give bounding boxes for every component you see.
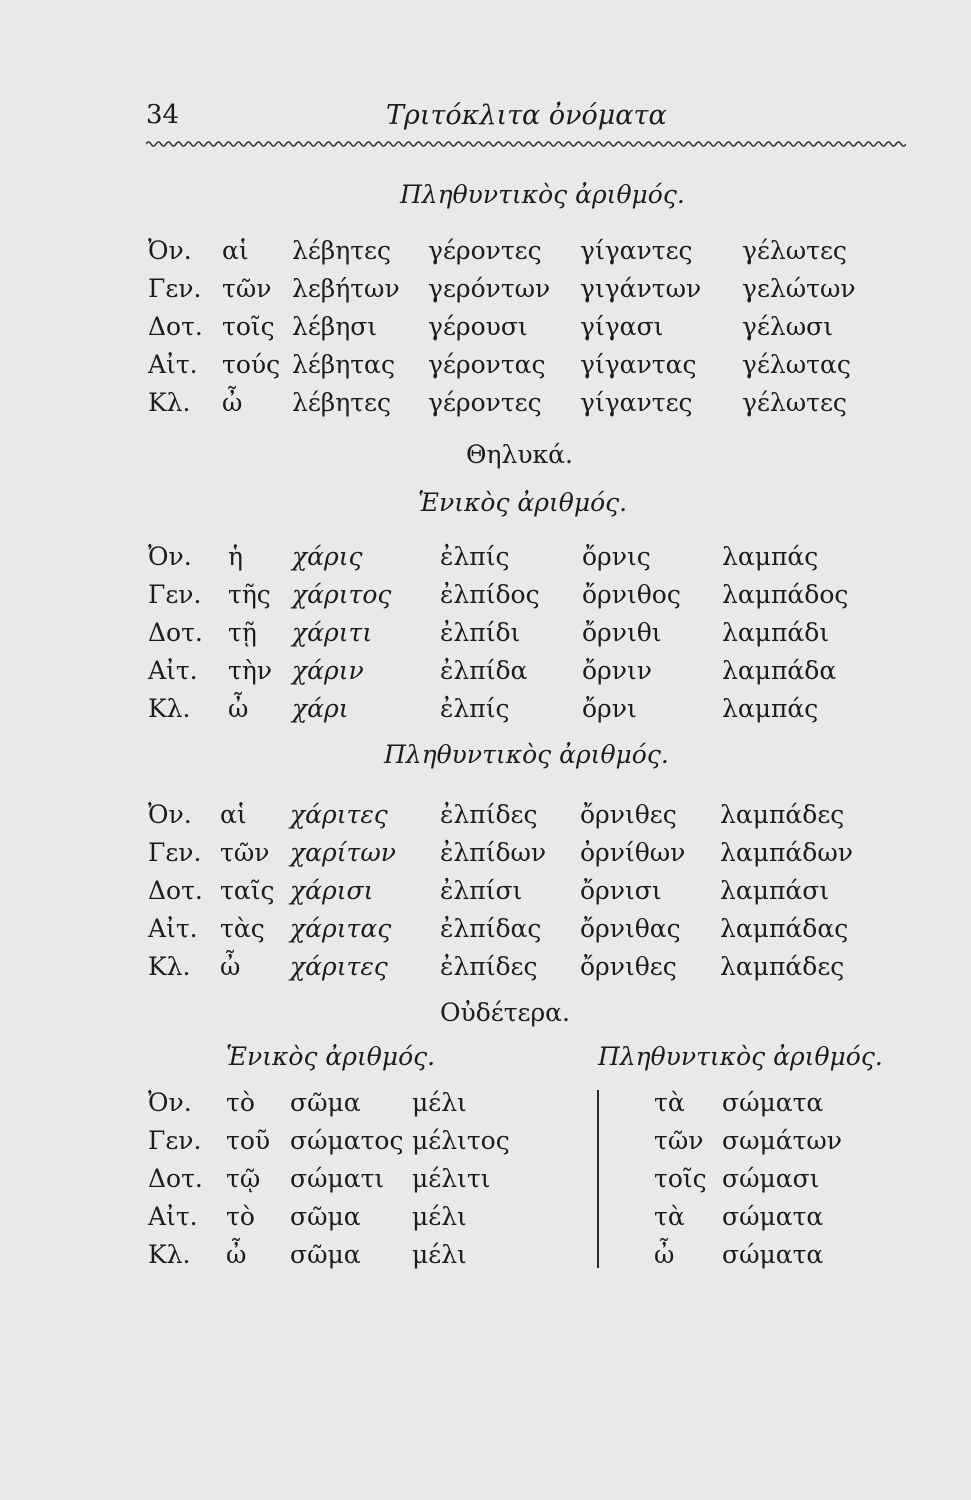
word-form: ὄρνιθας xyxy=(580,914,681,943)
neuter-singular-heading: Ἑνικὸς ἀριθμός. xyxy=(226,1042,436,1071)
word-form: γέλωσι xyxy=(742,312,833,341)
case-label: Δοτ. xyxy=(148,618,203,647)
word-form: λαμπάς xyxy=(722,694,819,723)
word-form: σώματι xyxy=(290,1164,385,1193)
case-label: Δοτ. xyxy=(148,1164,203,1193)
word-form: ἐλπίς xyxy=(440,694,510,723)
word-form: γερόντων xyxy=(428,274,551,303)
case-label: Αἰτ. xyxy=(148,350,198,379)
case-label: Γεν. xyxy=(148,1126,202,1155)
case-label: Αἰτ. xyxy=(148,656,198,685)
word-form: γέροντας xyxy=(428,350,546,379)
neuter-heading: Οὐδέτερα. xyxy=(440,998,571,1027)
word-form: λαμπάδων xyxy=(720,838,853,867)
article: τῇ xyxy=(228,618,257,647)
word-form: χαρίτων xyxy=(290,838,396,867)
table-row xyxy=(0,236,971,274)
table-row xyxy=(0,312,971,350)
word-form: σῶμα xyxy=(290,1240,361,1269)
word-form: μέλι xyxy=(412,1240,467,1269)
word-form: γίγαντας xyxy=(580,350,697,379)
word-form: λαμπάδες xyxy=(720,800,845,829)
table-row xyxy=(0,618,971,656)
table-row xyxy=(0,838,971,876)
word-form: ὄρνις xyxy=(582,542,651,571)
table-row xyxy=(0,1202,971,1240)
word-form: λαμπάδος xyxy=(722,580,849,609)
word-form: γέλωτας xyxy=(742,350,851,379)
word-form: γίγασι xyxy=(580,312,664,341)
word-form: ἐλπίδος xyxy=(440,580,540,609)
word-form: μέλιτι xyxy=(412,1164,491,1193)
table-row xyxy=(0,274,971,312)
word-form: σωμάτων xyxy=(722,1126,842,1155)
article: τούς xyxy=(222,350,281,379)
article: ἡ xyxy=(228,542,243,571)
word-form: ὄρνιν xyxy=(582,656,652,685)
case-label: Κλ. xyxy=(148,1240,191,1269)
case-label: Ὀν. xyxy=(148,1088,192,1117)
word-form: γίγαντες xyxy=(580,236,693,265)
wavy-rule xyxy=(146,138,906,150)
case-label: Κλ. xyxy=(148,694,191,723)
word-form: λέβητας xyxy=(292,350,395,379)
word-form: ὦ xyxy=(654,1240,675,1269)
running-title: Τριτόκλιτα ὀνόματα xyxy=(386,100,667,131)
word-form: μέλι xyxy=(412,1088,467,1117)
table-row xyxy=(0,1126,971,1164)
table-row xyxy=(0,388,971,426)
word-form: χάρι xyxy=(292,694,349,723)
word-form: τοῖς xyxy=(654,1164,707,1193)
word-form: τὰ xyxy=(654,1202,685,1231)
article: τοῦ xyxy=(226,1126,271,1155)
word-form: σώματος xyxy=(290,1126,404,1155)
word-form: ὄρνιθες xyxy=(580,800,677,829)
feminine-singular-heading: Ἑνικὸς ἀριθμός. xyxy=(418,488,628,517)
word-form: λαμπάδι xyxy=(722,618,830,647)
word-form: λέβησι xyxy=(292,312,378,341)
case-label: Γεν. xyxy=(148,838,202,867)
section1-heading: Πληθυντικὸς ἀριθμός. xyxy=(400,180,685,209)
word-form: χάριτες xyxy=(290,800,388,829)
case-label: Δοτ. xyxy=(148,876,203,905)
word-form: γέρουσι xyxy=(428,312,528,341)
case-label: Γεν. xyxy=(148,580,202,609)
table-row xyxy=(0,694,971,732)
word-form: γέροντες xyxy=(428,388,542,417)
case-label: Κλ. xyxy=(148,952,191,981)
word-form: χάριτος xyxy=(292,580,392,609)
case-label: Ὀν. xyxy=(148,542,192,571)
table-row xyxy=(0,1240,971,1278)
article: τῷ xyxy=(226,1164,261,1193)
word-form: χάριν xyxy=(292,656,364,685)
word-form: λαμπάδες xyxy=(720,952,845,981)
case-label: Ὀν. xyxy=(148,800,192,829)
word-form: σώματα xyxy=(722,1202,824,1231)
column-divider xyxy=(597,1090,599,1268)
case-label: Δοτ. xyxy=(148,312,203,341)
neuter-plural-heading: Πληθυντικὸς ἀριθμός. xyxy=(598,1042,883,1071)
word-form: τῶν xyxy=(654,1126,704,1155)
article: αἱ xyxy=(220,800,247,829)
table-row xyxy=(0,350,971,388)
word-form: χάρισι xyxy=(290,876,374,905)
table-row xyxy=(0,914,971,952)
word-form: γελώτων xyxy=(742,274,856,303)
table-row xyxy=(0,952,971,990)
word-form: τὰ xyxy=(654,1088,685,1117)
table-row xyxy=(0,542,971,580)
word-form: γέροντες xyxy=(428,236,542,265)
word-form: ἐλπίδα xyxy=(440,656,528,685)
word-form: ἐλπίδι xyxy=(440,618,521,647)
word-form: ὄρνιθες xyxy=(580,952,677,981)
word-form: σώματα xyxy=(722,1088,824,1117)
article: ὦ xyxy=(226,1240,247,1269)
word-form: χάριτες xyxy=(290,952,388,981)
word-form: ὄρνιθος xyxy=(582,580,681,609)
word-form: γέλωτες xyxy=(742,236,847,265)
word-form: σῶμα xyxy=(290,1088,361,1117)
word-form: ἐλπίδες xyxy=(440,952,538,981)
article: τὸ xyxy=(226,1202,255,1231)
word-form: ὀρνίθων xyxy=(580,838,686,867)
table-row xyxy=(0,1164,971,1202)
table-row xyxy=(0,800,971,838)
word-form: ὄρνι xyxy=(582,694,637,723)
word-form: ἐλπίδες xyxy=(440,800,538,829)
word-form: ἐλπίς xyxy=(440,542,510,571)
word-form: ὄρνισι xyxy=(580,876,662,905)
case-label: Ὀν. xyxy=(148,236,192,265)
case-label: Κλ. xyxy=(148,388,191,417)
article: αἱ xyxy=(222,236,249,265)
feminine-heading: Θηλυκά. xyxy=(466,440,573,469)
article: ταῖς xyxy=(220,876,275,905)
word-form: γέλωτες xyxy=(742,388,847,417)
article: τοῖς xyxy=(222,312,275,341)
article: τὴν xyxy=(228,656,273,685)
article: ὦ xyxy=(228,694,249,723)
word-form: λέβητες xyxy=(292,388,392,417)
word-form: λαμπάδας xyxy=(720,914,849,943)
article: τὰς xyxy=(220,914,265,943)
word-form: λέβητες xyxy=(292,236,392,265)
word-form: σώματα xyxy=(722,1240,824,1269)
word-form: ἐλπίδων xyxy=(440,838,547,867)
page-number: 34 xyxy=(146,100,180,130)
article: τῆς xyxy=(228,580,271,609)
word-form: ὄρνιθι xyxy=(582,618,662,647)
word-form: χάρις xyxy=(292,542,363,571)
word-form: σώμασι xyxy=(722,1164,820,1193)
case-label: Αἰτ. xyxy=(148,914,198,943)
word-form: λεβήτων xyxy=(292,274,400,303)
article: ὦ xyxy=(222,388,243,417)
table-row xyxy=(0,876,971,914)
article: τῶν xyxy=(220,838,270,867)
word-form: χάριτας xyxy=(290,914,392,943)
word-form: σῶμα xyxy=(290,1202,361,1231)
article: τῶν xyxy=(222,274,272,303)
article: ὦ xyxy=(220,952,241,981)
case-label: Αἰτ. xyxy=(148,1202,198,1231)
table-row xyxy=(0,1088,971,1126)
table-row xyxy=(0,580,971,618)
feminine-plural-heading: Πληθυντικὸς ἀριθμός. xyxy=(384,740,669,769)
word-form: χάριτι xyxy=(292,618,373,647)
word-form: λαμπάσι xyxy=(720,876,830,905)
word-form: μέλι xyxy=(412,1202,467,1231)
case-label: Γεν. xyxy=(148,274,202,303)
word-form: ἐλπίδας xyxy=(440,914,542,943)
word-form: γίγαντες xyxy=(580,388,693,417)
table-row xyxy=(0,656,971,694)
word-form: γιγάντων xyxy=(580,274,702,303)
page-header xyxy=(146,100,906,140)
article: τὸ xyxy=(226,1088,255,1117)
word-form: λαμπάς xyxy=(722,542,819,571)
word-form: λαμπάδα xyxy=(722,656,837,685)
word-form: μέλιτος xyxy=(412,1126,510,1155)
word-form: ἐλπίσι xyxy=(440,876,523,905)
